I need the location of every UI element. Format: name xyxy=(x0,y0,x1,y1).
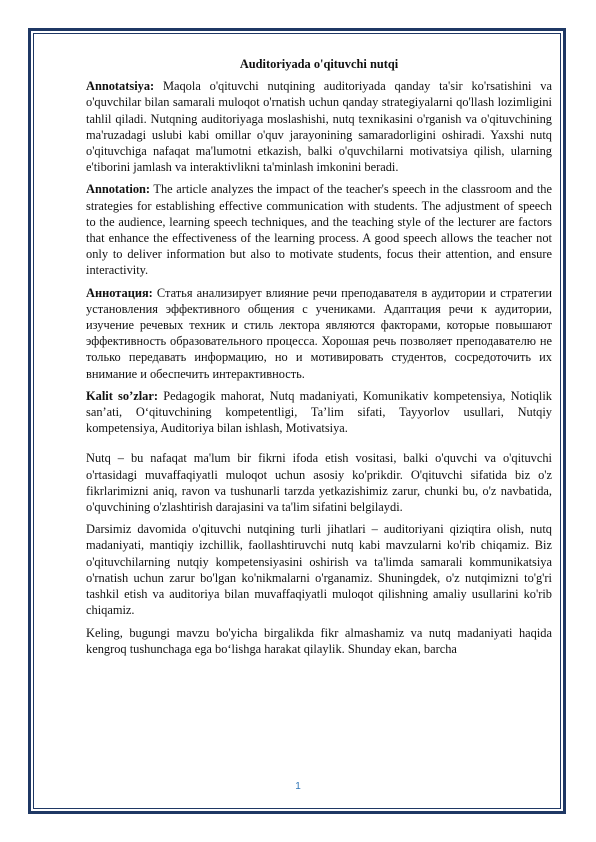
abstract-ru-text: Статья анализирует влияние речи преподавателя в аудитории и стратегии установления эффективного общения с учениками. Адаптация речи к аудитории, изучение речевых техник и стиль лектора являются факторами, которые повышают эффективность образовательного процесса. Хорошая речь позволяет преподавателю не только передавать информацию, но и мотивировать студентов, сосредоточить их внимание и обеспечить интерактивность. xyxy=(86,285,552,381)
abstract-uz-text: Maqola o'qituvchi nutqining auditoriyada qanday ta'sir ko'rsatishini va o'quvchilar bilan samarali muloqot o'rnatish uchun qanday strategiyalarni qo'llash lozimligini tahlil qiladi. Nutqning auditoriyaga moslashishi, nutq texnikasini o'rganish va o'qituvchining ma'ruzadagi uslubi kabi omillar o'quv jarayonining samaradorligini oshiradi. Yaxshi nutq o'qituvchiga nafaqat ma'lumotni etkazish, balki o'quvchilarni motivatsiya qilish, ularning e'tiborini jamlash va interaktivlikni ta'minlash imkonini beradi. xyxy=(86,79,552,175)
keywords-text: Pedagogik mahorat, Nutq madaniyati, Komunikativ kompetensiya, Notiqlik san’ati, O‘qituvchining kompetentligi, Ta’lim sifati, Tayyorlov usullari, Nutqiy kompetensiya, Auditoriya bilan ishlash, Motivatsiya. xyxy=(86,388,552,436)
keywords xyxy=(86,388,552,437)
body-paragraph: Keling, bugungi mavzu bo'yicha birgalikda fikr almashamiz va nutq madaniyati haqida kengroq tushunchaga ega bo‘lishga harakat qilaylik. Shunday ekan, barcha xyxy=(86,625,552,656)
page-number: 1 xyxy=(295,781,301,792)
document-content xyxy=(86,56,552,663)
keywords-label: Kalit so’zlar: xyxy=(86,388,158,403)
abstract-en xyxy=(86,181,552,278)
document-title: Auditoriyada o'qituvchi nutqi xyxy=(239,57,399,71)
abstract-en-label: Annotation: xyxy=(86,182,151,197)
abstract-uz-label: Annotatsiya: xyxy=(86,79,155,94)
body-paragraph: Darsimiz davomida o'qituvchi nutqining turli jihatlari – auditoriyani qiziqtira olish, nutq madaniyati, mantiqiy izchillik, faollashtiruvchi nutq kabi mavzularni ko'rib chiqamiz. Biz o'qituvchilarning nutqiy kompetensiyasini oshirish va ta'limda samarali kommunikatsiya o'rnatish uchun zarur bo'lgan ko'nikmalarni o'rganamiz. Shuningdek, o'z nutqimizni to'g'ri tashkil etish va auditoriya bilan muvaffaqiyatli muloqot qilishning amaliy usullarini ko'rib chiqamiz. xyxy=(86,522,552,618)
body-paragraph: Nutq – bu nafaqat ma'lum bir fikrni ifoda etish vositasi, balki o'quvchi va o'qituvchi o'rtasidagi muvaffaqiyatli muloqot uchun asosiy ko'prikdir. O'qituvchi sifatida biz o'z fikrlarimizni aniq, ravon va tushunarli tarzda yetkazishimiz zarur, chunki bu, o'z navbatida, o'quvchining o'zlashtirish darajasini va ta'lim sifatini belgilaydi. xyxy=(86,451,552,515)
abstract-ru xyxy=(86,285,552,382)
abstract-ru-label: Аннотация: xyxy=(86,285,153,300)
abstract-uz xyxy=(86,78,552,175)
abstract-en-text: The article analyzes the impact of the teacher's speech in the classroom and the strategies for establishing effective communication with students. The adjustment of speech to the audience, learning speech techniques, and the teaching style of the lecturer are factors that enhance the effectiveness of the learning process. A good speech allows the teacher not only to deliver information but also to motivate students, focus their attention, and ensure interactivity. xyxy=(86,182,553,278)
